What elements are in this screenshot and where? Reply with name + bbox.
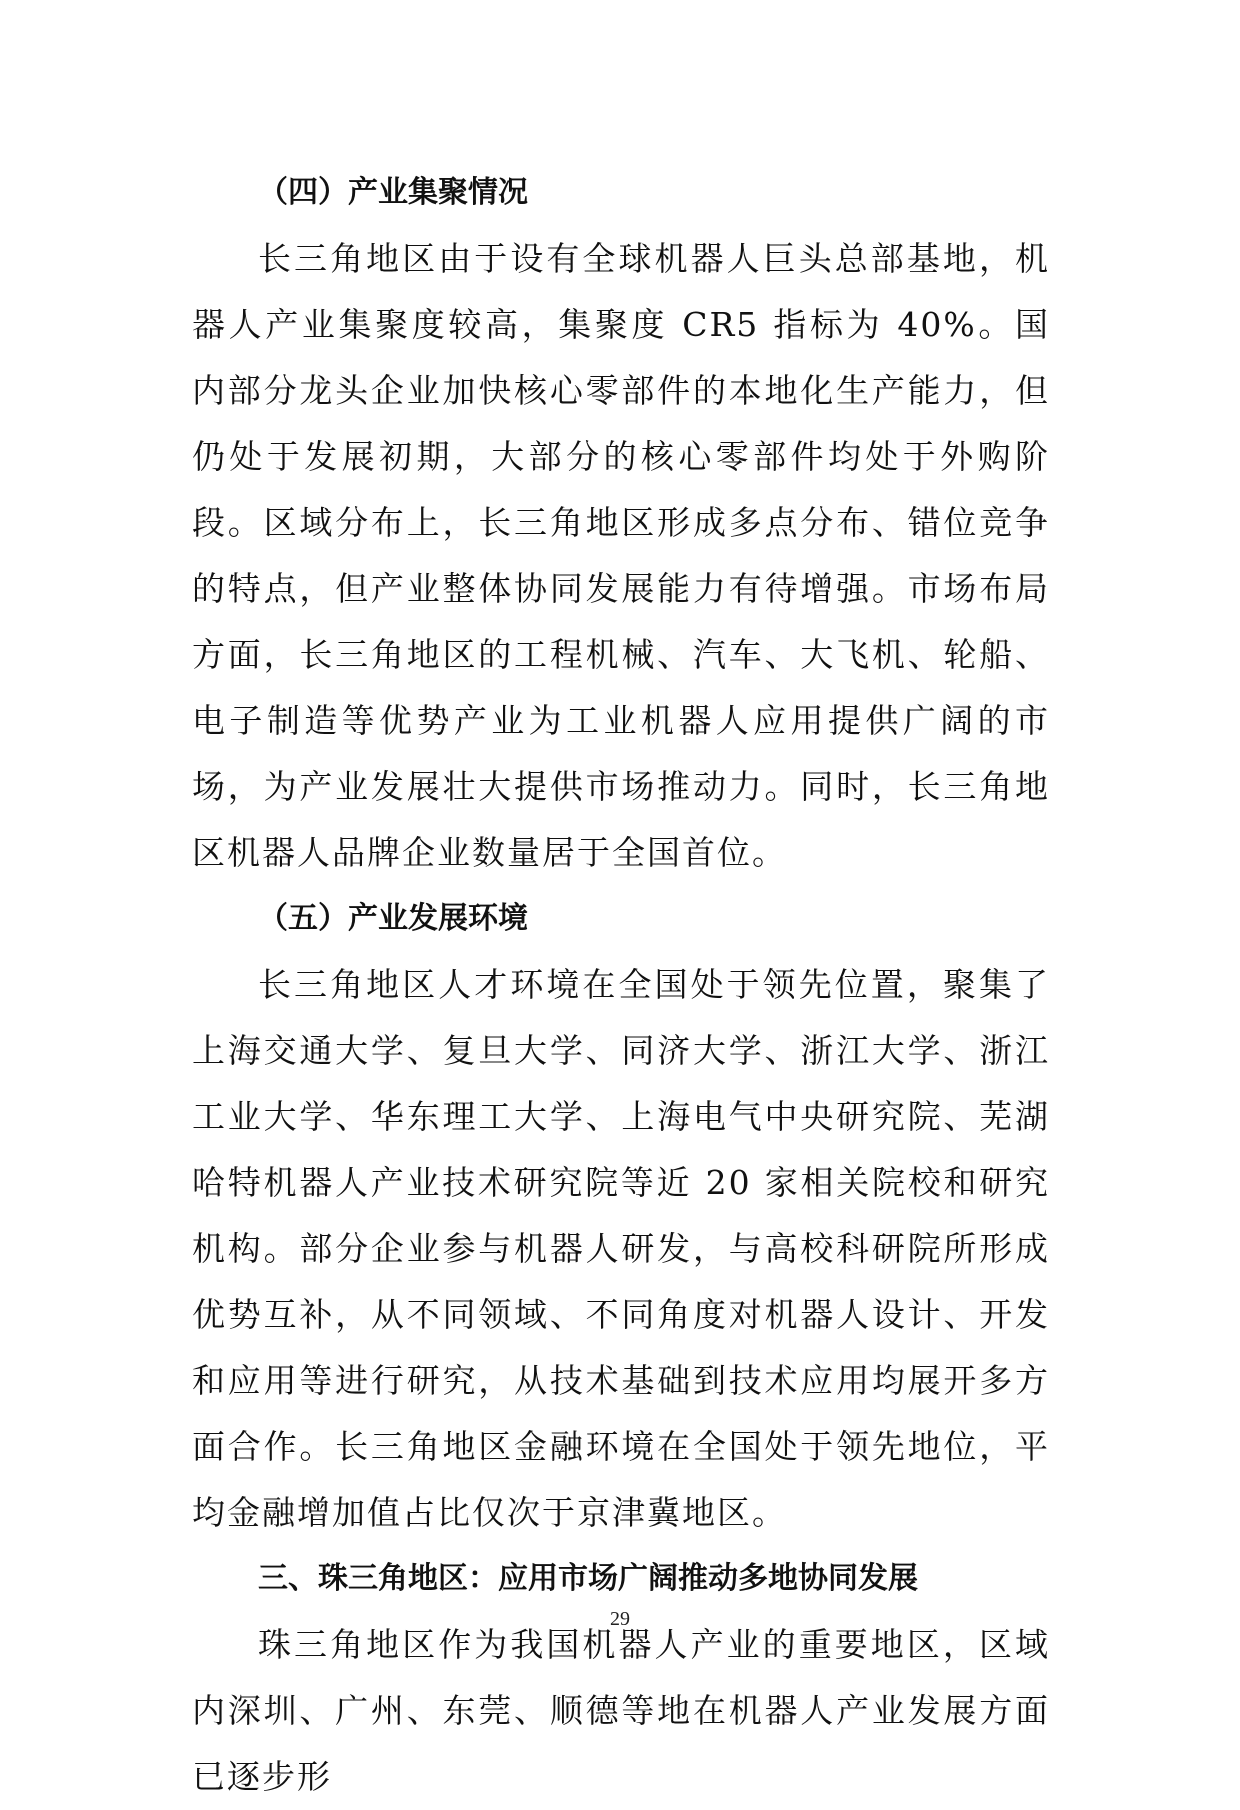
paragraph-development-environment: 长三角地区人才环境在全国处于领先位置，聚集了上海交通大学、复旦大学、同济大学、浙江大学、浙江工业大学、华东理工大学、上海电气中央研究院、芜湖哈特机器人产业技术研究院等近 20 家相关院校和研究机构。部分企业参与机器人研发，与高校科研院所形成优势互补，从不同领域、不同角度对机器人设计、开发和应用等进行研究，从技术基础到技术应用均展开多方面合作。长三角地区金融环境在全国处于领先地位，平均金融增加值占比仅次于京津冀地区。 <box>192 965 1050 1532</box>
paragraph-industry-clustering: 长三角地区由于设有全球机器人巨头总部基地，机器人产业集聚度较高，集聚度 CR5 指标为 40%。国内部分龙头企业加快核心零部件的本地化生产能力，但仍处于发展初期，大部分的核心零部件均处于外购阶段。区域分布上，长三角地区形成多点分布、错位竞争的特点，但产业整体协同发展能力有待增强。市场布局方面，长三角地区的工程机械、汽车、大飞机、轮船、电子制造等优势产业为工业机器人应用提供广阔的市场，为产业发展壮大提供市场推动力。同时，长三角地区机器人品牌企业数量居于全国首位。 <box>192 239 1050 872</box>
page-body <box>192 160 1050 1810</box>
section-heading-industry-clustering: （四）产业集聚情况 <box>258 175 528 210</box>
section-heading-development-environment: （五）产业发展环境 <box>258 901 528 936</box>
paragraph-pearl-river-delta: 珠三角地区作为我国机器人产业的重要地区，区域内深圳、广州、东莞、顺德等地在机器人产业发展方面已逐步形 <box>192 1625 1050 1796</box>
section-heading-pearl-river-delta: 三、珠三角地区：应用市场广阔推动多地协同发展 <box>258 1561 918 1596</box>
page-number: 29 <box>610 1608 630 1630</box>
